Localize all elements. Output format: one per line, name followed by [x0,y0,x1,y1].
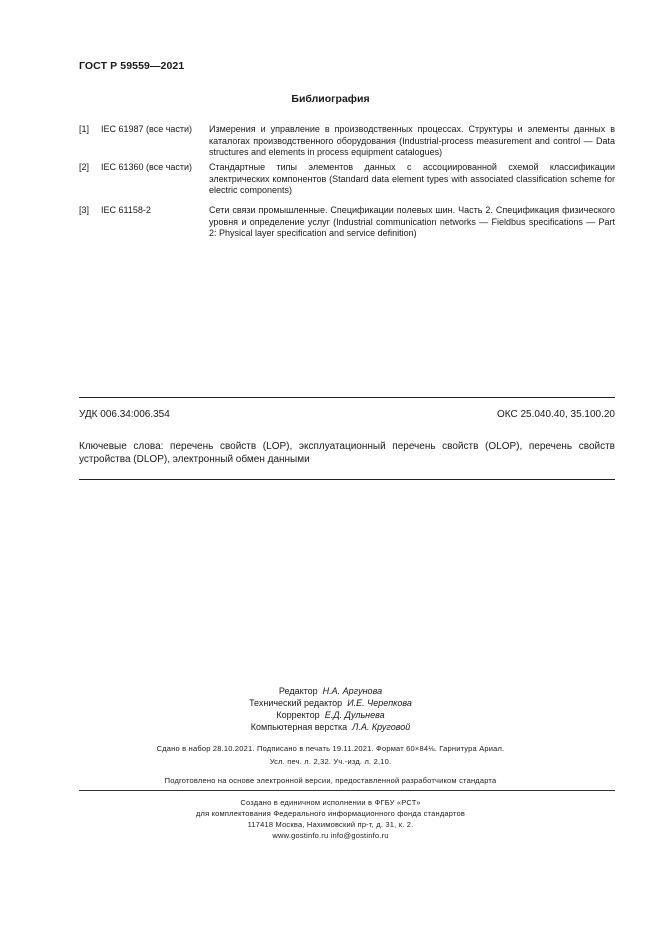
entry-text: Сети связи промышленные. Спецификации полевых шин. Часть 2. Спецификация физического уровня и определение услуг (Industrial communication networks — Fieldbus specifications — Part 2: Physical layer specification and service definition) [209,205,615,238]
entry-code: IEC 61360 (все части) [101,162,193,172]
publisher-line: 117418 Москва, Нахимовский пр-т, д. 31, к. 2. [247,820,414,829]
imprint-line: Усл. печ. л. 2,32. Уч.-изд. л. 2,10. [269,757,392,766]
credit-line [0,697,661,709]
classification-row [79,409,615,420]
publisher-contacts: www.gostinfo.ru info@gostinfo.ru [272,831,389,840]
udc-code: УДК 006.34:006.354 [79,409,170,420]
credit-name: Е.Д. Дульнева [324,710,385,720]
publisher-line: для комплектования Федерального информационного фонда стандартов [195,809,466,818]
imprint-divider [79,790,615,791]
bibliography-entry [79,124,615,158]
entry-code: IEC 61987 (все части) [101,124,193,134]
section-divider [79,479,615,480]
keywords: Ключевые слова: перечень свойств (LOP), эксплуатационный перечень свойств (OLOP), перечень свойств устройства (DLOP), электронный обмен данными [79,441,615,465]
entry-number: [2] [79,162,90,172]
credit-role: Корректор [276,710,320,720]
entry-number: [1] [79,124,90,134]
credit-name: Л.А. Круговой [352,722,411,732]
publisher-line: Создано в единичном исполнении в ФГБУ «РСТ» [240,798,421,807]
section-divider [79,397,615,398]
editorial-credits [0,685,661,733]
credit-role: Редактор [278,686,318,696]
imprint-note: Подготовлено на основе электронной версии, предоставленной разработчиком стандарта [164,776,497,785]
credit-role: Компьютерная верстка [250,722,348,732]
bibliography-title: Библиография [291,93,370,105]
credit-line [0,721,661,733]
standard-number: ГОСТ Р 59559—2021 [79,60,185,72]
entry-text: Измерения и управление в производственных процессах. Структуры и элементы данных в каталогах производственного оборудования (Industrial-process measurement and control — Data structures and elements in process equipment catalogues) [209,124,615,157]
publisher-info [0,797,661,841]
credit-name: И.Е. Черепкова [347,698,412,708]
entry-number: [3] [79,205,90,215]
entry-code: IEC 61158-2 [101,205,151,215]
credit-role: Технический редактор [249,698,343,708]
bibliography-entry [79,205,615,239]
oks-code: ОКС 25.040.40, 35.100.20 [496,409,615,420]
bibliography-entry [79,162,615,196]
imprint-line: Сдано в набор 28.10.2021. Подписано в печать 19.11.2021. Формат 60×84⅛. Гарнитура Ариал. [156,744,505,753]
entry-text: Стандартные типы элементов данных с ассоциированной схемой классификации электрических компонентов (Standard data element types with associated classification scheme for electric components) [209,162,615,195]
credit-line [0,709,661,721]
credit-line [0,685,661,697]
credit-name: Н.А. Аргунова [322,686,383,696]
